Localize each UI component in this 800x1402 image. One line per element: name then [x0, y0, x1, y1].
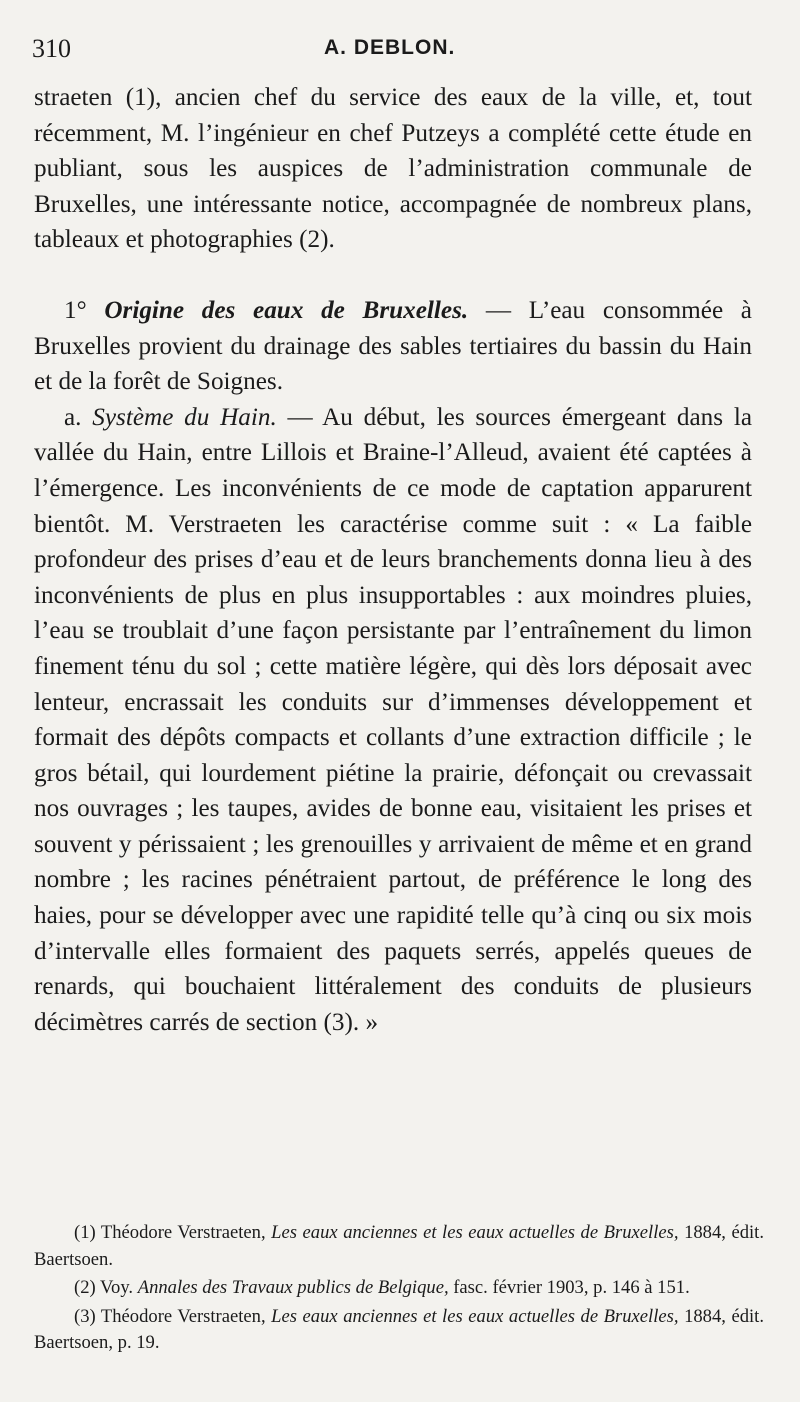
paragraph-gap	[34, 258, 752, 293]
section-origine	[34, 293, 752, 400]
section-text: — L’eau consommée à Bruxelles provient du drainage des sables tertiaires du bassin du Hain et de la forêt de Soignes.	[34, 296, 752, 396]
footnote-2-pre: (2) Voy.	[74, 1277, 138, 1299]
footnote-3-pre: (3) Théodore Verstraeten,	[74, 1305, 272, 1327]
section-heading: Origine des eaux de Bruxelles.	[104, 296, 469, 324]
footnote-2-post: fasc. février 1903, p. 146 à 151.	[448, 1277, 690, 1299]
page-header	[32, 34, 760, 74]
subsection-hain	[34, 400, 752, 1041]
footnote-3-post: 1884, édit. Baertsoen, p. 19.	[34, 1305, 764, 1354]
footnote-2	[34, 1275, 764, 1302]
paragraph-intro: straeten (1), ancien chef du service des eaux de la ville, et, tout récemment, M. l’ingénieur en chef Putzeys a complété cette étude en publiant, sous les auspices de l’administration communale de Bruxelles, une intéressante notice, accompagnée de nombreux plans, tableaux et photographies (2).	[34, 84, 752, 254]
footnote-3	[34, 1304, 764, 1357]
subsection-heading: Système du Hain.	[92, 403, 277, 431]
running-title: A. DEBLON.	[324, 36, 456, 59]
subsection-number: a.	[64, 403, 93, 431]
footnotes	[34, 1220, 764, 1359]
footnote-2-title: Annales des Travaux publics de Belgique,	[137, 1277, 449, 1299]
footnote-1-post: 1884, édit. Baertsoen.	[34, 1222, 764, 1270]
footnote-1	[34, 1220, 764, 1273]
section-number: 1°	[64, 296, 105, 324]
footnote-1-title: Les eaux anciennes et les eaux actuelles de Bruxelles,	[271, 1222, 679, 1243]
footnote-1-pre: (1) Théodore Verstraeten,	[74, 1222, 272, 1243]
page-body	[34, 80, 752, 1040]
page-number: 310	[32, 34, 71, 63]
subsection-text: — Au début, les sources émergeant dans la vallée du Hain, entre Lillois et Braine-l’Alleud, avaient été captées à l’émergence. Les inconvénients de ce mode de captation apparurent bientôt. M. Verstraeten les caractérise comme suit : « La faible profondeur des prises d’eau et de leurs branchements donna lieu à des inconvénients de plus en plus insupportables : aux moindres pluies, l’eau se troublait d’une façon persistante par l’entraînement du limon finement ténu du sol ; cette matière légère, qui dès lors déposait avec lenteur, encrassait les conduits sur d’immenses développement et formait des dépôts compacts et collants d’une extraction difficile ; le gros bétail, qui lourdement piétine la prairie, défonçait ou crevassait nos ouvrages ; les taupes, avides de bonne eau, visitaient les prises et souvent y périssaient ; les grenouilles y arrivaient de même et en grand nombre ; les racines pénétraient partout, de préférence le long des haies, pour se développer avec une rapidité telle qu’à cinq ou six mois d’intervalle elles formaient des paquets serrés, appelés queues de renards, qui bouchaient littéralement des conduits de plusieurs décimètres carrés de section (3). »	[34, 403, 752, 1036]
footnote-3-title: Les eaux anciennes et les eaux actuelles de Bruxelles,	[271, 1305, 679, 1327]
